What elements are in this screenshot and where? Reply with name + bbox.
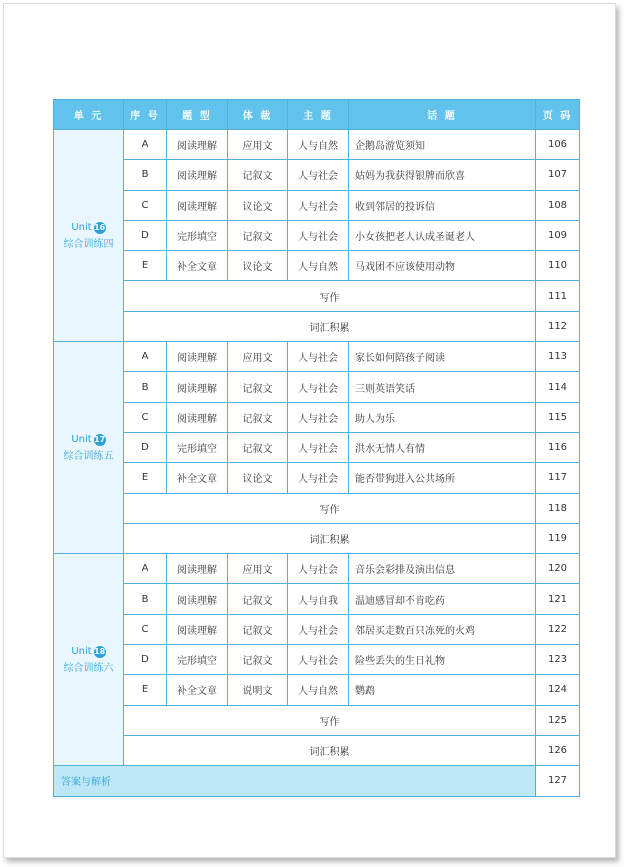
question-type: 阅读理解 — [167, 402, 228, 432]
page-number: 122 — [536, 614, 580, 644]
row-number: E — [124, 251, 167, 281]
header-number: 序 号 — [124, 100, 167, 130]
table-row — [54, 190, 580, 220]
vocab-label: 词汇积累 — [124, 523, 536, 553]
question-type: 阅读理解 — [167, 584, 228, 614]
row-number: C — [124, 402, 167, 432]
row-number: E — [124, 463, 167, 493]
page-number: 115 — [536, 402, 580, 432]
theme: 人与社会 — [288, 402, 349, 432]
table-body — [54, 130, 580, 797]
page-number: 108 — [536, 190, 580, 220]
theme: 人与社会 — [288, 614, 349, 644]
table-row — [54, 130, 580, 160]
row-number: D — [124, 220, 167, 250]
row-number: D — [124, 645, 167, 675]
genre: 应用文 — [228, 130, 288, 160]
question-type: 完形填空 — [167, 220, 228, 250]
unit-title: 综合训练四 — [63, 238, 114, 250]
theme: 人与社会 — [288, 190, 349, 220]
row-number: B — [124, 160, 167, 190]
unit-cell — [54, 554, 124, 766]
row-number: B — [124, 372, 167, 402]
topic: 洪水无情人有情 — [349, 432, 536, 462]
table-row — [54, 463, 580, 493]
unit-number-badge: 16 — [94, 222, 106, 232]
table-row — [54, 251, 580, 281]
unit-heading — [54, 643, 123, 660]
page-number: 121 — [536, 584, 580, 614]
vocab-label: 词汇积累 — [124, 735, 536, 765]
theme: 人与自我 — [288, 584, 349, 614]
vocab-row — [54, 311, 580, 341]
page-number: 120 — [536, 554, 580, 584]
theme: 人与社会 — [288, 342, 349, 372]
topic: 能否带狗进入公共场所 — [349, 463, 536, 493]
topic: 企鹅岛游览须知 — [349, 130, 536, 160]
genre: 记叙文 — [228, 584, 288, 614]
answers-label: 答案与解析 — [54, 766, 536, 796]
genre: 说明文 — [228, 675, 288, 705]
vocab-row — [54, 735, 580, 765]
genre: 记叙文 — [228, 614, 288, 644]
theme: 人与自然 — [288, 130, 349, 160]
table-row — [54, 614, 580, 644]
unit-label: Unit — [71, 645, 92, 657]
topic: 邻居买走数百只冻死的火鸡 — [349, 614, 536, 644]
writing-label: 写作 — [124, 705, 536, 735]
writing-row — [54, 705, 580, 735]
row-number: E — [124, 675, 167, 705]
genre: 议论文 — [228, 190, 288, 220]
page-number: 113 — [536, 342, 580, 372]
page-number: 126 — [536, 735, 580, 765]
unit-number-badge: 17 — [94, 434, 106, 444]
page-number: 107 — [536, 160, 580, 190]
table-row — [54, 645, 580, 675]
table-row — [54, 675, 580, 705]
writing-label: 写作 — [124, 281, 536, 311]
header-question-type: 题 型 — [167, 100, 228, 130]
genre: 议论文 — [228, 463, 288, 493]
table-row — [54, 402, 580, 432]
topic: 音乐会彩排及演出信息 — [349, 554, 536, 584]
question-type: 补全文章 — [167, 463, 228, 493]
answers-row — [54, 766, 580, 796]
genre: 记叙文 — [228, 372, 288, 402]
page-number: 114 — [536, 372, 580, 402]
header-topic: 话 题 — [349, 100, 536, 130]
question-type: 阅读理解 — [167, 614, 228, 644]
genre: 记叙文 — [228, 220, 288, 250]
theme: 人与社会 — [288, 220, 349, 250]
page-number: 119 — [536, 523, 580, 553]
unit-heading — [54, 219, 123, 236]
unit-label: Unit — [71, 221, 92, 233]
topic: 鹦鹉 — [349, 675, 536, 705]
page-number: 124 — [536, 675, 580, 705]
row-number: A — [124, 342, 167, 372]
header-page: 页 码 — [536, 100, 580, 130]
vocab-label: 词汇积累 — [124, 311, 536, 341]
table-of-contents — [53, 99, 580, 797]
unit-cell — [54, 342, 124, 554]
unit-label: Unit — [71, 433, 92, 445]
genre: 议论文 — [228, 251, 288, 281]
page-number: 123 — [536, 645, 580, 675]
writing-row — [54, 493, 580, 523]
header-genre: 体 裁 — [228, 100, 288, 130]
table-row — [54, 432, 580, 462]
page-number: 116 — [536, 432, 580, 462]
unit-title: 综合训练六 — [63, 662, 114, 674]
topic: 助人为乐 — [349, 402, 536, 432]
row-number: B — [124, 584, 167, 614]
topic: 收到邻居的投诉信 — [349, 190, 536, 220]
page-number: 111 — [536, 281, 580, 311]
table-row — [54, 160, 580, 190]
question-type: 阅读理解 — [167, 130, 228, 160]
theme: 人与社会 — [288, 372, 349, 402]
theme: 人与自然 — [288, 251, 349, 281]
unit-cell — [54, 130, 124, 342]
header-unit: 单 元 — [54, 100, 124, 130]
header-theme: 主 题 — [288, 100, 349, 130]
writing-row — [54, 281, 580, 311]
unit-heading — [54, 431, 123, 448]
topic: 险些丢失的生日礼物 — [349, 645, 536, 675]
question-type: 补全文章 — [167, 251, 228, 281]
row-number: D — [124, 432, 167, 462]
unit-number-badge: 18 — [94, 646, 106, 656]
genre: 记叙文 — [228, 402, 288, 432]
row-number: A — [124, 554, 167, 584]
page-number: 106 — [536, 130, 580, 160]
topic: 温迪感冒却不肯吃药 — [349, 584, 536, 614]
question-type: 阅读理解 — [167, 554, 228, 584]
theme: 人与社会 — [288, 160, 349, 190]
answers-page-number: 127 — [536, 766, 580, 796]
question-type: 完形填空 — [167, 432, 228, 462]
table-row — [54, 554, 580, 584]
theme: 人与社会 — [288, 463, 349, 493]
unit-title: 综合训练五 — [63, 450, 114, 462]
page-number: 125 — [536, 705, 580, 735]
row-number: A — [124, 130, 167, 160]
question-type: 补全文章 — [167, 675, 228, 705]
page-number: 117 — [536, 463, 580, 493]
question-type: 阅读理解 — [167, 372, 228, 402]
row-number: C — [124, 614, 167, 644]
theme: 人与社会 — [288, 432, 349, 462]
theme: 人与社会 — [288, 645, 349, 675]
question-type: 阅读理解 — [167, 342, 228, 372]
vocab-row — [54, 523, 580, 553]
writing-label: 写作 — [124, 493, 536, 523]
theme: 人与社会 — [288, 554, 349, 584]
page-number: 110 — [536, 251, 580, 281]
document-page — [3, 3, 616, 858]
topic: 马戏团不应该使用动物 — [349, 251, 536, 281]
page-number: 112 — [536, 311, 580, 341]
table-header-row — [54, 100, 580, 130]
table-row — [54, 342, 580, 372]
question-type: 完形填空 — [167, 645, 228, 675]
row-number: C — [124, 190, 167, 220]
topic: 三则英语笑话 — [349, 372, 536, 402]
topic: 姑妈为我获得银牌而欣喜 — [349, 160, 536, 190]
table-row — [54, 220, 580, 250]
genre: 记叙文 — [228, 432, 288, 462]
theme: 人与自然 — [288, 675, 349, 705]
genre: 应用文 — [228, 342, 288, 372]
topic: 小女孩把老人认成圣诞老人 — [349, 220, 536, 250]
table-row — [54, 584, 580, 614]
question-type: 阅读理解 — [167, 160, 228, 190]
question-type: 阅读理解 — [167, 190, 228, 220]
table-row — [54, 372, 580, 402]
topic: 家长如何陪孩子阅读 — [349, 342, 536, 372]
genre: 应用文 — [228, 554, 288, 584]
genre: 记叙文 — [228, 160, 288, 190]
page-number: 118 — [536, 493, 580, 523]
page-number: 109 — [536, 220, 580, 250]
genre: 记叙文 — [228, 645, 288, 675]
